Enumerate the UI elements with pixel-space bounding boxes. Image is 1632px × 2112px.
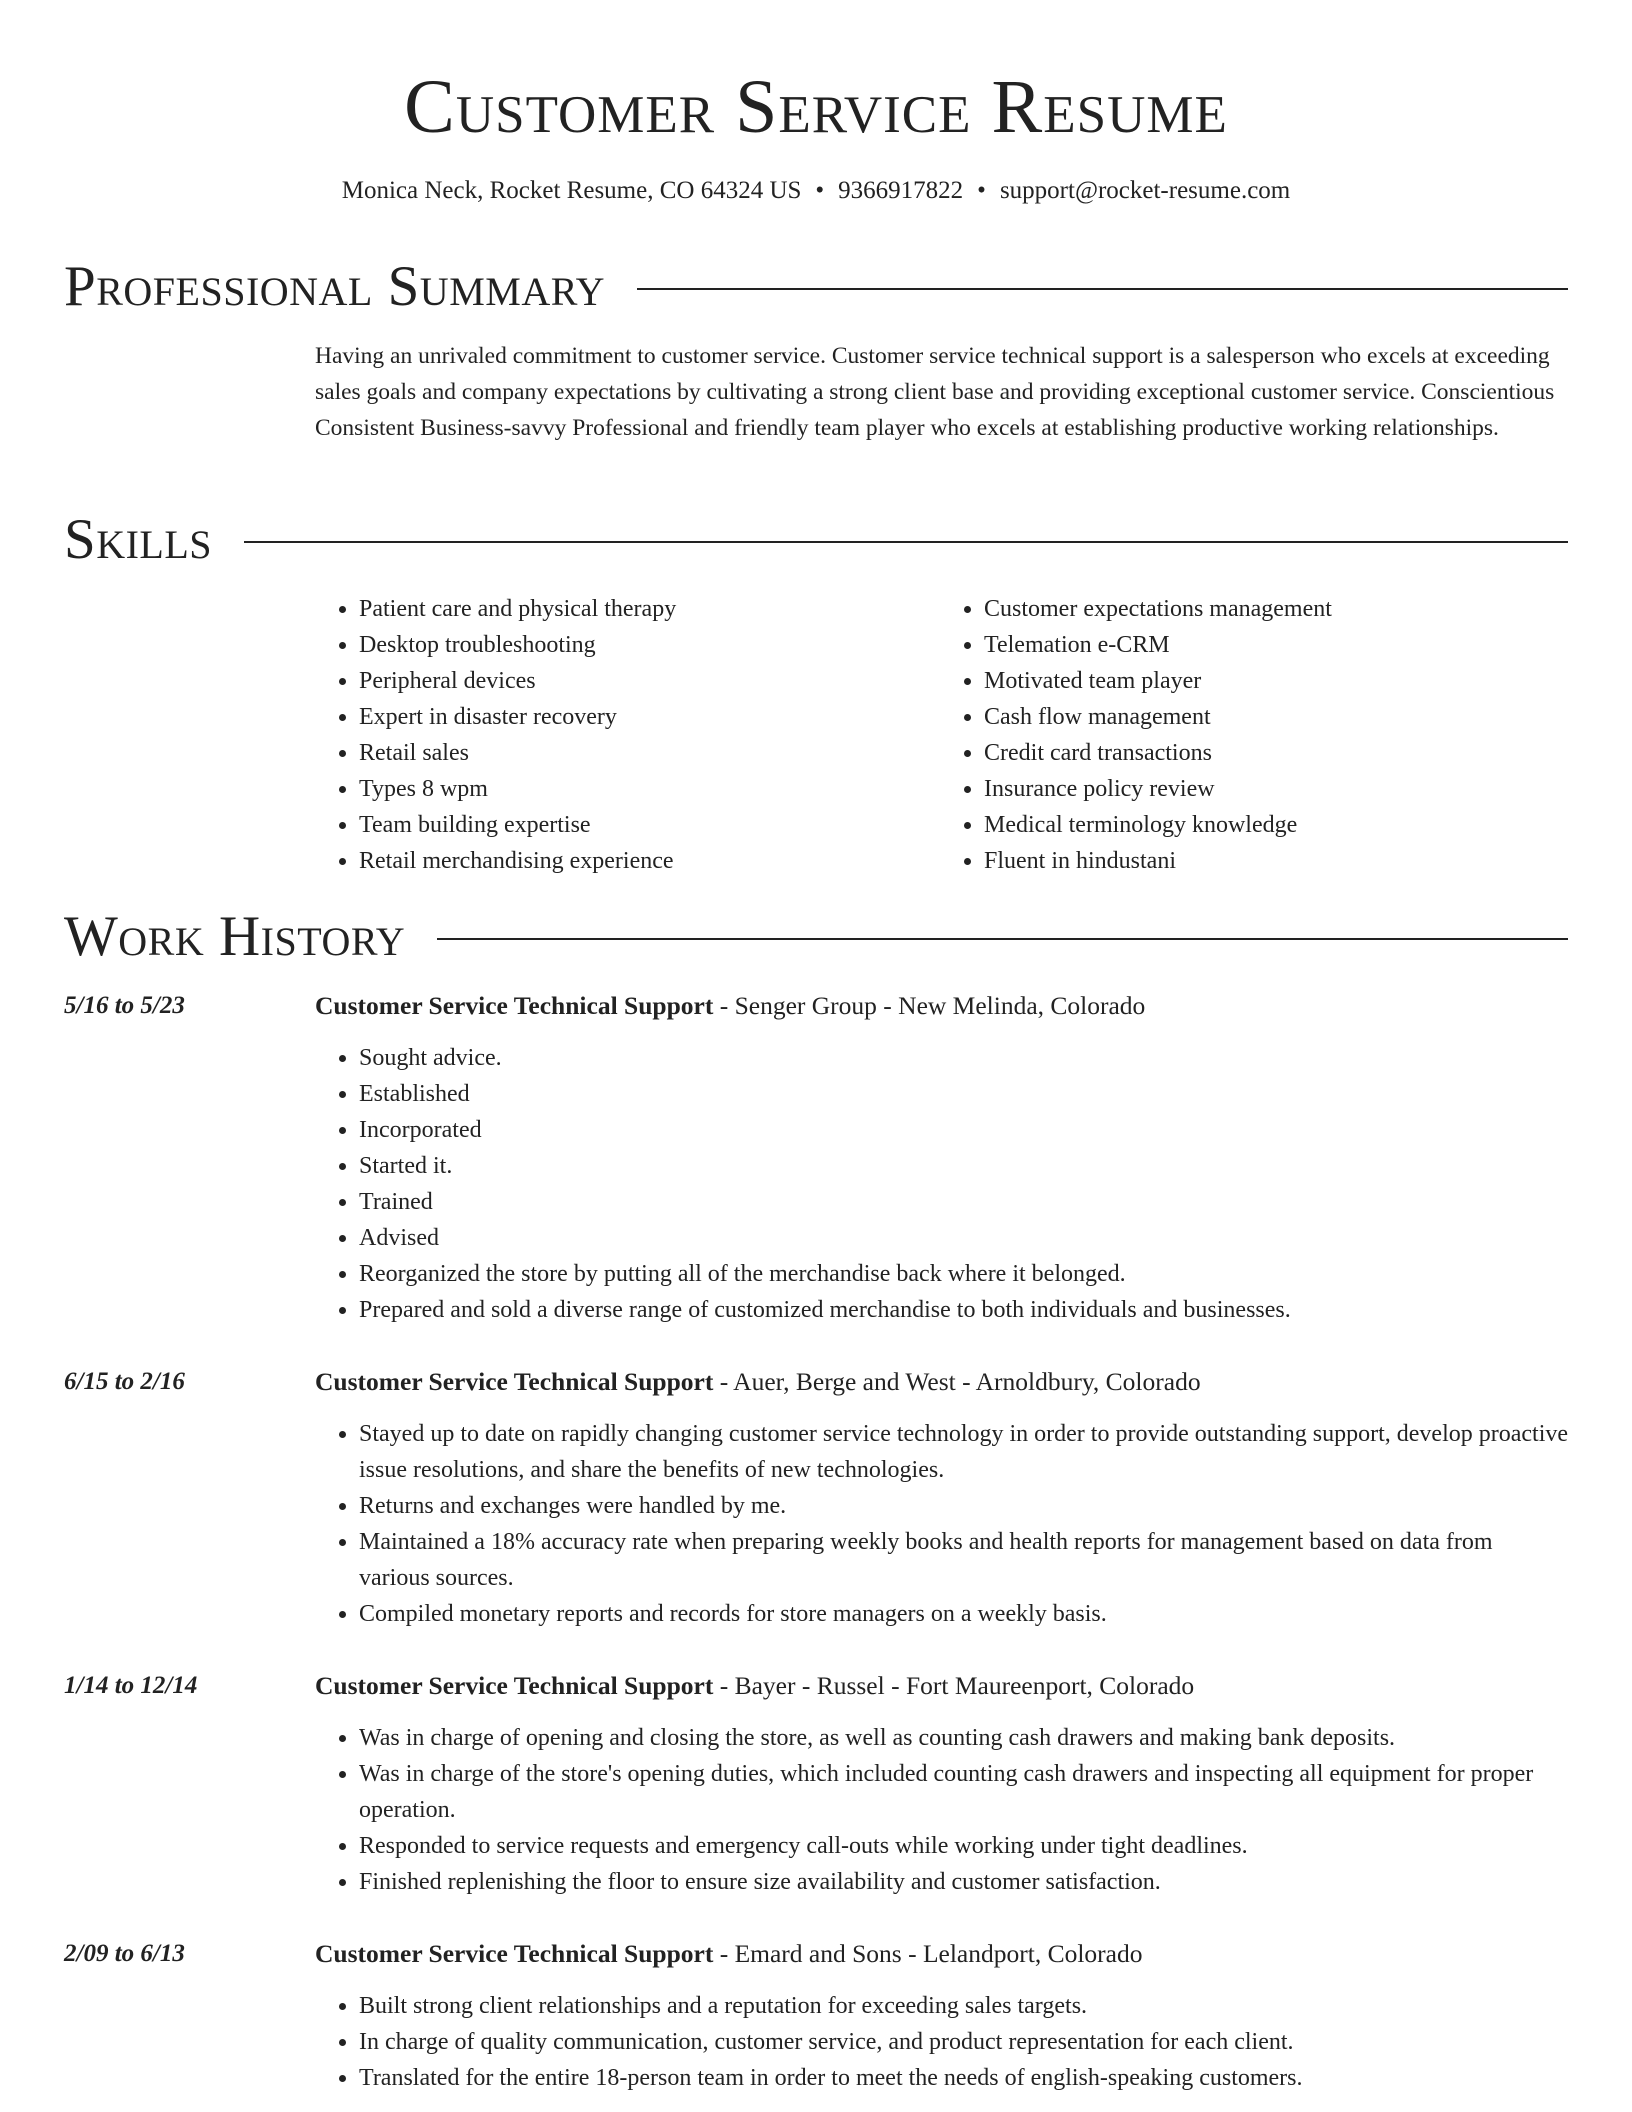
- skill-item: • Retail sales: [359, 735, 940, 771]
- job-company: - Bayer - Russel - Fort Maureenport, Colorado: [713, 1671, 1195, 1700]
- job-role: Customer Service Technical Support: [315, 1939, 714, 1968]
- job-dates: 2/09 to 6/13: [64, 1940, 185, 1967]
- job-header: [315, 1364, 1565, 1400]
- job-bullet: • Started it.: [359, 1148, 1569, 1184]
- job-bullet: • Was in charge of opening and closing the store, as well as counting cash drawers and making bank deposits.: [359, 1720, 1569, 1756]
- resume-title: Customer Service Resume: [404, 65, 1228, 149]
- skill-item: • Insurance policy review: [984, 771, 1565, 807]
- job-bullets: [315, 1720, 1569, 1900]
- skill-item: • Expert in disaster recovery: [359, 699, 940, 735]
- job-role: Customer Service Technical Support: [315, 1367, 714, 1396]
- separator-dot: •: [815, 177, 825, 204]
- job-bullet: • Built strong client relationships and a reputation for exceeding sales targets.: [359, 1988, 1569, 2024]
- job-bullet: • Advised: [359, 1220, 1569, 1256]
- job-header: [315, 1936, 1565, 1972]
- job-role: Customer Service Technical Support: [315, 991, 714, 1020]
- job-bullet: • Incorporated: [359, 1112, 1569, 1148]
- skill-item: • Desktop troubleshooting: [359, 627, 940, 663]
- skill-item: • Types 8 wpm: [359, 771, 940, 807]
- job-bullet: • In charge of quality communication, customer service, and product representation for each client.: [359, 2024, 1569, 2060]
- job-header: [315, 1668, 1565, 1704]
- skill-item: • Motivated team player: [984, 663, 1565, 699]
- job-bullet: • Prepared and sold a diverse range of customized merchandise to both individuals and businesses.: [359, 1292, 1569, 1328]
- contact-address: Monica Neck, Rocket Resume, CO 64324 US: [341, 177, 802, 204]
- job-bullet: • Was in charge of the store's opening duties, which included counting cash drawers and inspecting all equipment for proper operation.: [359, 1756, 1569, 1828]
- skill-item: • Patient care and physical therapy: [359, 591, 940, 627]
- job-bullet: • Compiled monetary reports and records for store managers on a weekly basis.: [359, 1596, 1569, 1632]
- job-company: - Auer, Berge and West - Arnoldbury, Colorado: [713, 1367, 1201, 1396]
- job-bullet: • Sought advice.: [359, 1040, 1569, 1076]
- summary-section-header: [64, 252, 1568, 322]
- job-bullets: [315, 1988, 1569, 2096]
- job-dates: 5/16 to 5/23: [64, 992, 185, 1019]
- job-dates: 6/15 to 2/16: [64, 1368, 185, 1395]
- skill-item: • Cash flow management: [984, 699, 1565, 735]
- job-bullet: • Established: [359, 1076, 1569, 1112]
- skill-item: • Retail merchandising experience: [359, 843, 940, 879]
- job-header: [315, 988, 1565, 1024]
- job-bullet: • Translated for the entire 18-person team in order to meet the needs of english-speaking customers.: [359, 2060, 1569, 2096]
- skill-item: • Fluent in hindustani: [984, 843, 1565, 879]
- job-bullet: • Responded to service requests and emergency call-outs while working under tight deadlines.: [359, 1828, 1569, 1864]
- work-history-section-header: [64, 902, 1568, 972]
- skill-item: • Peripheral devices: [359, 663, 940, 699]
- contact-email: support@rocket-resume.com: [999, 177, 1291, 204]
- contact-line: [0, 174, 1632, 208]
- skills-heading: Skills: [64, 508, 213, 571]
- separator-dot: •: [977, 177, 986, 204]
- job-bullet: • Returns and exchanges were handled by me.: [359, 1488, 1569, 1524]
- skills-list: [315, 591, 1565, 879]
- job-bullets: [315, 1040, 1569, 1328]
- contact-phone: 9366917822: [838, 177, 964, 204]
- job-bullet: • Stayed up to date on rapidly changing customer service technology in order to provide outstanding support, develop proactive issue resolutions, and share the benefits of new technologies.: [359, 1416, 1569, 1488]
- job-bullet: • Reorganized the store by putting all of the merchandise back where it belonged.: [359, 1256, 1569, 1292]
- job-bullet: • Trained: [359, 1184, 1569, 1220]
- skill-item: • Telemation e-CRM: [984, 627, 1565, 663]
- skill-item: • Credit card transactions: [984, 735, 1565, 771]
- work-history-heading: Work History: [64, 905, 406, 968]
- job-company: - Emard and Sons - Lelandport, Colorado: [713, 1939, 1143, 1968]
- job-company: - Senger Group - New Melinda, Colorado: [713, 991, 1146, 1020]
- summary-heading: Professional Summary: [64, 255, 606, 318]
- section-divider: [637, 288, 1568, 290]
- skills-section-header: [64, 505, 1568, 575]
- skill-item: • Medical terminology knowledge: [984, 807, 1565, 843]
- section-divider: [437, 938, 1568, 940]
- job-bullet: • Maintained a 18% accuracy rate when preparing weekly books and health reports for management based on data from various sources.: [359, 1524, 1569, 1596]
- skill-item: • Customer expectations management: [984, 591, 1565, 627]
- skill-item: • Team building expertise: [359, 807, 940, 843]
- job-bullet: • Finished replenishing the floor to ensure size availability and customer satisfaction.: [359, 1864, 1569, 1900]
- job-bullets: [315, 1416, 1569, 1632]
- skills-column-right: [940, 591, 1565, 879]
- job-role: Customer Service Technical Support: [315, 1671, 714, 1700]
- job-dates: 1/14 to 12/14: [64, 1672, 198, 1699]
- skills-column-left: [315, 591, 940, 879]
- summary-text: Having an unrivaled commitment to customer service. Customer service technical support is a salesperson who excels at exceeding sales goals and company expectations by cultivating a strong client base and providing exceptional customer service. Conscientious Consistent Business-savvy Professional and friendly team player who excels at establishing productive working relationships.: [315, 343, 1555, 441]
- section-divider: [244, 541, 1568, 543]
